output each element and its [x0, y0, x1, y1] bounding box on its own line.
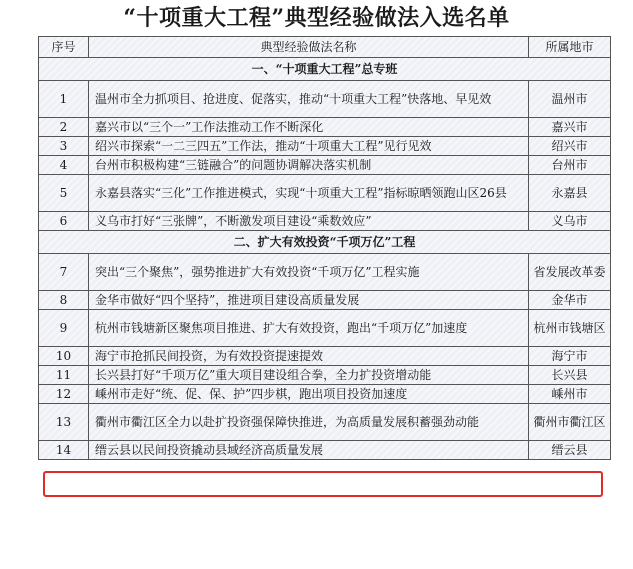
row-name: 台州市积极构建“三链融合”的问题协调解决落实机制: [89, 156, 529, 175]
row-name: 杭州市钱塘新区聚焦项目推进、扩大有效投资，跑出“千项万亿”加速度: [89, 310, 529, 347]
row-no: 7: [39, 254, 89, 291]
page-bottom-edge: [0, 560, 633, 569]
row-no: 11: [39, 366, 89, 385]
table-row: [39, 212, 611, 231]
row-region: 金华市: [529, 291, 611, 310]
row-region: 长兴县: [529, 366, 611, 385]
row-no: 10: [39, 347, 89, 366]
table-row: [39, 291, 611, 310]
table-row: [39, 310, 611, 347]
row-region: 嵊州市: [529, 385, 611, 404]
highlight-box: [43, 471, 603, 497]
row-name: 嵊州市走好“统、促、保、护”四步棋，跑出项目投资加速度: [89, 385, 529, 404]
row-name: 缙云县以民间投资撬动县域经济高质量发展: [89, 441, 529, 460]
selection-list-table: [38, 36, 611, 460]
section-row: [39, 58, 611, 81]
row-region: 义乌市: [529, 212, 611, 231]
row-no: 3: [39, 137, 89, 156]
row-region: 省发展改革委: [529, 254, 611, 291]
row-region: 绍兴市: [529, 137, 611, 156]
row-no: 9: [39, 310, 89, 347]
row-no: 6: [39, 212, 89, 231]
row-region: 杭州市钱塘区: [529, 310, 611, 347]
row-name: 金华市做好“四个坚持”，推进项目建设高质量发展: [89, 291, 529, 310]
row-region: 海宁市: [529, 347, 611, 366]
row-name: 绍兴市探索“一二三四五”工作法，推动“十项重大工程”见行见效: [89, 137, 529, 156]
table-row: [39, 347, 611, 366]
table-row-highlighted: [39, 385, 611, 404]
row-no: 14: [39, 441, 89, 460]
row-name: 永嘉县落实“三化”工作推进模式，实现“十项重大工程”指标晾晒领跑山区26县: [89, 175, 529, 212]
row-no: 4: [39, 156, 89, 175]
row-no: 2: [39, 118, 89, 137]
row-no: 1: [39, 81, 89, 118]
row-region: 温州市: [529, 81, 611, 118]
row-region: 缙云县: [529, 441, 611, 460]
section-row: [39, 231, 611, 254]
row-name: 突出“三个聚焦”，强势推进扩大有效投资“千项万亿”工程实施: [89, 254, 529, 291]
table-row: [39, 441, 611, 460]
row-no: 8: [39, 291, 89, 310]
section-title: 二、扩大有效投资“千项万亿”工程: [39, 231, 611, 254]
table-row: [39, 137, 611, 156]
section-title: 一、“十项重大工程”总专班: [39, 58, 611, 81]
row-region: 衢州市衢江区: [529, 404, 611, 441]
row-region: 台州市: [529, 156, 611, 175]
row-name: 海宁市抢抓民间投资，为有效投资提速提效: [89, 347, 529, 366]
document-title: “十项重大工程”典型经验做法入选名单: [123, 5, 510, 31]
table-row: [39, 404, 611, 441]
table-row: [39, 81, 611, 118]
row-name: 义乌市打好“三张牌”，不断激发项目建设“乘数效应”: [89, 212, 529, 231]
table-row: [39, 175, 611, 212]
row-no: 12: [39, 385, 89, 404]
table-row: [39, 366, 611, 385]
row-region: 永嘉县: [529, 175, 611, 212]
row-no: 5: [39, 175, 89, 212]
row-name: 嘉兴市以“三个一”工作法推动工作不断深化: [89, 118, 529, 137]
header-no: 序号: [39, 37, 89, 58]
row-name: 温州市全力抓项目、抢进度、促落实，推动“十项重大工程”快落地、早见效: [89, 81, 529, 118]
header-region: 所属地市: [529, 37, 611, 58]
header-name: 典型经验做法名称: [89, 37, 529, 58]
row-name: 衢州市衢江区全力以赴扩投资强保障快推进，为高质量发展积蓄强劲动能: [89, 404, 529, 441]
table-header-row: [39, 37, 611, 58]
row-no: 13: [39, 404, 89, 441]
table-row: [39, 118, 611, 137]
table-row: [39, 156, 611, 175]
row-name: 长兴县打好“千项万亿”重大项目建设组合拳，全力扩投资增动能: [89, 366, 529, 385]
table-row: [39, 254, 611, 291]
list-table-container: [38, 36, 610, 460]
row-region: 嘉兴市: [529, 118, 611, 137]
